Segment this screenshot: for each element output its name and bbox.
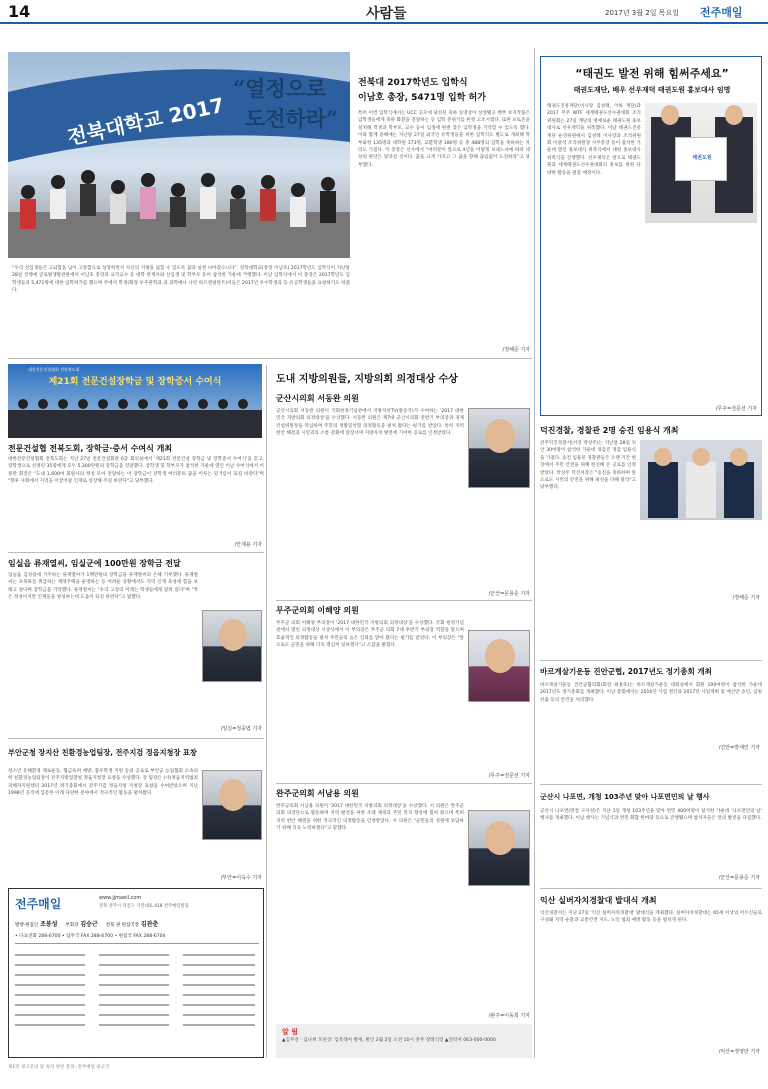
masthead-info: 전북 전주시 덕진구 기린대로 418 전주매일빌딩 (99, 904, 189, 909)
face (219, 619, 247, 651)
page-number: 14 (8, 2, 31, 21)
iksan-headline: 익산 실버자치경찰대 발대식 개최 (540, 896, 657, 905)
face (219, 779, 247, 811)
face (661, 105, 679, 125)
section-title: 사람들 (366, 6, 407, 22)
footer-strip: 제1면 광고문의 및 독자 관련 문의: 전주매일 광고국 (8, 1065, 110, 1070)
buan-body: 청소년 유해환경 제로운동, 협금독려 예방, 불우학생 지원 등의 공로로 부안군 농업협회 소속의 한 친환경농업팀장이 전주지방검찰청 정읍지청장 표창을 수상했다. 장 팀장은 (사)정읍지역범죄피해자지원센터 2017년 정기총회에서 전주지검 정읍지청 지청장 표창을 수여받았으며 지난 1998년 공직에 입문한 이래 다양한 분야에서 적극적인 활동을 펼쳐왔다. (8, 769, 198, 797)
page-header (0, 0, 768, 24)
section-divider (8, 552, 264, 553)
police-photo (640, 440, 762, 520)
seo-nam-yong-portrait (468, 810, 530, 886)
council-section-title: 도내 지방의원들, 지방의회 의정대상 수상 (276, 374, 458, 385)
scholarship-ceremony-photo (8, 364, 262, 438)
banner-text: 전북대학교 2017 (65, 92, 227, 150)
consumer-body: 바르게살기운동 진안군협의회(회장 최홍호)는 바르게살기운동 대회실에서 회원 100여명이 참석한 가운데 2017년도 정기총회를 개최했다. 이날 총회에서는 2016년 사업 결산과 2017년 사업계획 및 예산안 승인, 임원 선출 등의 안건을 처리했다. (540, 683, 762, 703)
jeonbuk-body-left: “우리 신입생들은 고뇌함을 넘어 고통함으로 성장하면서 자신의 지평을 넓힐 수 있도록 꿈과 실천 나아갔으니다”. 전북대학교(총장 이남호) 2017학년도 입학식이 지난달 28일 진행에 글로벌생활관관에서 이남호 총장과 교직교수 등 대학 관계자와 신입생 및 학부모 등이 참석한 가운데 거행했다. 이날 입학식에서 이 총장은 2017학년도 입학생들과 5,471명에 대한 입학허가를 했으며 주에서 학생(화장 우주관학과 과 과학예나 나빈 바르앤필란트)이들은 2017년 우수학생과 등 유공학생들을 표창하기도 하였다. (12, 266, 350, 294)
jeonbuk-headline: 전북대 2017학년도 입학식 (358, 78, 468, 88)
branch-directory (15, 949, 259, 1049)
naepo-byline: /군산=문용준 기자 (718, 875, 760, 881)
paper-name: 전주매일 (700, 6, 743, 19)
consumer-headline: 바르게살기운동 진안군협, 2017년도 정기총회 개최 (540, 667, 712, 676)
group-photo (8, 392, 262, 438)
iksan-byline: /익산=정영만 기자 (718, 1049, 760, 1055)
cert-award-body: 대한전문건설협회 전북도회는 지난 27일 전문건설회관 6층 회의실에서 '제21회 전문건설 장학금 및 장학증서 수여식'을 갖고, 장학생으로 선정된 35명에게 모두 5,300만원의 장학금을 전달했다. 장학생 및 학부모가 참석한 가운데 열린 이날 수여식에서 이종만 회장은 "도내 1,600여 회원사의 정성 모아 전달하는 이 장학금이 장학생 여러분의 꿈을 이루는 밑거름이 되길 바란다"며 "향후 사회에서 지역을 이끌어갈 인재로 성장해 주길 바란다"고 당부했다. (8, 457, 264, 485)
photo-quote-line2: 도전하라” (245, 106, 339, 131)
cert-award-headline: 전문건설협 전북도회, 장학금·증서 수여식 개최 (8, 444, 173, 453)
taekwondo-byline: /무주=전문선 기자 (715, 406, 757, 412)
scholarship-body: 임실읍 김성길에 거주하는 류재열씨가 1백만원의 장학금을 류재열씨의 은혜 기부했다. 류재열 씨는 포목류를 취급하는 재래주택을 운영하는 등 어려운 상황에서도 지역 인재 육성에 힘을 보태고 싶다며 장학금을 기탁했다. 류재열씨는 "우리 고장의 미래는 학생들에게 달려 있다"며 "작은 정성이지만 인재들을 양성하는데 도움이 되길 바란다"고 말했다. (8, 573, 198, 601)
officer-3 (724, 462, 754, 518)
jeonbuk-body-right: 특히 이번 입학식에서는 UCC 공모에 당선된 축하 동영상이 상영됐고 밴부 보지작품은 입학생들에게 축하 화환을 전달하는 등 입학 분위기를 한껏 고조시켰다. 또한 포토존을 설치해 학생과 학부모, 교수 등이 입생에 한번 찾은 입학생을 기억할 수 있도록 했다. 이와 함께 올해에는 지난달 27일 외국인 유학생들을 위한 입학식도 별도로 개최해 학부와정 135명과 대학원 173명, 교환학생 180명 등 총 488명의 입학을 축하하는 자리도 가졌다. 이 총장은 신사에서 “여러분이 앞으로 4년을 어떻게 보내느냐에 따라 세상의 판단은 달라질 것이다. 꿈을 크게 가지고 그 꿈을 향해 끊임없이 도전하라”고 당부했다. (358, 111, 530, 168)
cert-award-byline: /안재용 기자 (234, 542, 262, 548)
publisher-name: 조봉성 (40, 921, 58, 928)
editor-label: 전북 권 편집국장 (105, 923, 139, 928)
notice-title: 알 림 (282, 1028, 298, 1036)
notice-box (276, 1024, 532, 1058)
scholarship-headline: 임실읍 류재열씨, 임실군에 100만원 장학금 전달 (8, 559, 181, 568)
issue-date: 2017년 3월 2일 목요일 (605, 9, 679, 17)
council-item1-byline: /군산=문용준 기자 (488, 591, 530, 597)
council-item2-byline: /무주=전문선 기자 (488, 773, 530, 779)
jeonbuk-subheadline: 이남호 총장, 5471명 입학 허가 (358, 93, 486, 103)
officer-1 (648, 462, 678, 518)
section-divider (8, 358, 532, 359)
taekwondo-body: 태권도진흥재단(이사장 김성태, 이하 재단)과 2017 무주 WTF 세계태권도선수권대회 조직위원회는 27일 재단의 명예로운 태권도원 홍보대사로 선우재덕을 위촉했다. 이날 태권도진흥재단 운영위원에서 김성태 이사장과 조직위원회 이종석 조직위원장 사무총장 등이 참석한 가운데 열린 홍보대사 위촉식에서 대한 홍보대사 위촉식을 진행했다. 선우재덕은 앞으로 태권도원과 세계태권도선수권대회의 홍보를 위한 다양한 활동을 펼칠 예정이다. (547, 104, 641, 176)
masthead-url: www.jjmaeil.com (99, 895, 142, 901)
tshirt (675, 137, 727, 181)
notice-body: ▲김무진 · 김나희 모친상: 임옥례씨 별세, 발인 3월 2일 오전 10시 전주 장례식장 ▲연락처 063-000-0000 (282, 1038, 496, 1043)
council-item1-body: 군산시의회 서동완 의원이 국회헌정기념관에서 지방자치TV(방송국)가 수여하는 '2017 대한민국 지방의회 의정대상'을 수상했다. 서동완 의원은 제7대 군산시의회 전반기 부의장과 경제건설위원장을 역임하며 주민의 생활밀착형 의정활동을 펼쳐 왔다는 평가를 받았다. 특히 지역 현안 해결과 시민과의 소통 강화에 앞장서며 지방자치 발전에 기여한 공로를 인정받았다. (276, 409, 464, 437)
masthead-divider (15, 943, 259, 944)
iksan-body: 익산경찰서는 지난 27일 '익산 실버자치경찰대' 발대식을 개최했다. 실버자치경찰대는 65세 이상의 어르신들로 구성돼 지역 순찰과 교통안전 지도, 노인 범죄 예방 활동 등을 펼치게 된다. (540, 911, 762, 924)
officer-2 (686, 462, 716, 518)
council-item3-body: 완주군의회 서남용 의원이 '2017 대한민국 지방의회 의정대상'을 수상했다. 서 의원은 완주군의회 의장단으로 활동하며 지역 발전을 위한 조례 제정과 주민 복지 향상에 힘써 왔으며 특히 지역 현안 해결을 위한 적극적인 의정활동을 인정받았다. 서 의원은 "군민들의 성원에 보답하기 위해 더욱 노력하겠다"고 말했다. (276, 804, 464, 832)
masthead-staff (15, 919, 259, 928)
column-divider (534, 48, 535, 1058)
photo-quote-line1: “열정으로 (233, 76, 327, 101)
buan-headline: 부안군청 장지산 친환경농업팀장, 전주지검 정읍지청장 표창 (8, 748, 197, 757)
vice-label: 부회장 (65, 923, 79, 928)
council-item2-name: 무주군의회 이해양 의원 (276, 606, 359, 615)
masthead-name: 전주매일 (15, 897, 62, 911)
council-item1-name: 군산시의회 서동완 의원 (276, 394, 359, 403)
taekwondo-quote: “태권도 발전 위해 힘써주세요” (575, 67, 729, 80)
column-divider (266, 365, 267, 1058)
council-item3-name: 완주군의회 서남용 의원 (276, 789, 359, 798)
photo-quote (233, 74, 338, 134)
face (485, 419, 515, 453)
police-body: 전주덕진경찰서(서장 박상주)는 지난달 28일 치안 30여명이 참석한 가운데 경감진 경감 임용식을 가졌다. 승진 임용된 경찰관들은 오랜 기간 현장에서 주민 안전을 위해 헌신해 온 공로를 인정받았다. 박상주 덕진서장은 "승진을 축하하며 앞으로도 시민의 안전을 위해 최선을 다해 달라"고 당부했다. (540, 441, 636, 491)
taekwondo-body-continued (645, 227, 757, 403)
ryu-portrait (202, 610, 262, 682)
taekwondo-photo (645, 103, 757, 223)
council-item2-body: 무주군 의회 이해양 부의장이 '2017 대한민국 지방의회 의정대상'을 수상했다. 국회 헌정기념관에서 열린 의정대상 시상식에서 이 부의장은 무주군 의회 7대 후반기 부의장 역할을 맡으며 효율적인 의정활동을 펼쳐 주민들의 높은 신뢰를 받아 왔다는 평가를 받았다. 이 부의장은 "앞으로도 군민을 위해 더욱 열심히 일하겠다"고 소감을 밝혔다. (276, 621, 464, 649)
police-headline: 덕진경찰, 경찰관 2명 승진 임용식 개최 (540, 426, 679, 435)
taekwondo-box (540, 56, 762, 416)
scholarship-byline: /임실=정종엽 기자 (220, 726, 262, 732)
face (725, 105, 743, 125)
section-divider (276, 783, 532, 784)
section-divider (8, 738, 264, 739)
naepo-body: 군산시 나포면(면장 구자성)은 지난 1일 개청 103주년을 맞아 면민 400여명이 참석한 가운데 '나포면민의 날' 행사를 개최했다. 이날 행사는 기념식과 면민 화합 한마당 등으로 진행됐으며 참석자들은 면의 발전을 다짐했다. (540, 809, 762, 822)
face (692, 448, 710, 466)
section-divider (276, 600, 532, 601)
vice-name: 김승근 (80, 921, 98, 928)
face (485, 639, 515, 673)
jeonbuk-byline: /정해준 기자 (502, 347, 530, 353)
editor-name: 김관춘 (140, 921, 159, 928)
masthead-box (8, 888, 264, 1058)
shirt-text: 태권도원 (692, 155, 712, 161)
naepo-headline: 군산시 나포면, 개청 103주년 맞아 나포면민의 날 행사 (540, 793, 710, 801)
publisher-label: 발행·편집인 (15, 923, 39, 928)
face (730, 448, 748, 466)
phone-line: • 다표전화 288-6700 • 업무국 FAX 288-6700 • 편집국 FAX 288-6704 (15, 934, 166, 939)
jang-portrait (202, 770, 262, 840)
consumer-byline: /진안=박태인 기자 (718, 745, 760, 751)
photo-banner: 제21회 전문건설장학금 및 장학증서 수여식 (48, 377, 222, 387)
section-divider (540, 784, 762, 785)
section-divider (540, 660, 762, 661)
seo-portrait (468, 408, 530, 488)
police-byline: /정해준 기자 (732, 595, 760, 601)
face (485, 821, 515, 855)
taekwondo-headline: 태권도재단, 배우 선우재덕 태권도원 홍보대사 임명 (573, 86, 731, 94)
photo-org: 대한전문건설협회 전라북도회 (28, 367, 80, 372)
entrance-ceremony-photo (8, 52, 350, 258)
buan-byline: /부안=이옥수 기자 (220, 875, 262, 881)
face (654, 448, 672, 466)
council-item3-byline: /완주=이동희 기자 (488, 1013, 530, 1019)
lee-portrait (468, 630, 530, 702)
section-divider (540, 888, 762, 889)
